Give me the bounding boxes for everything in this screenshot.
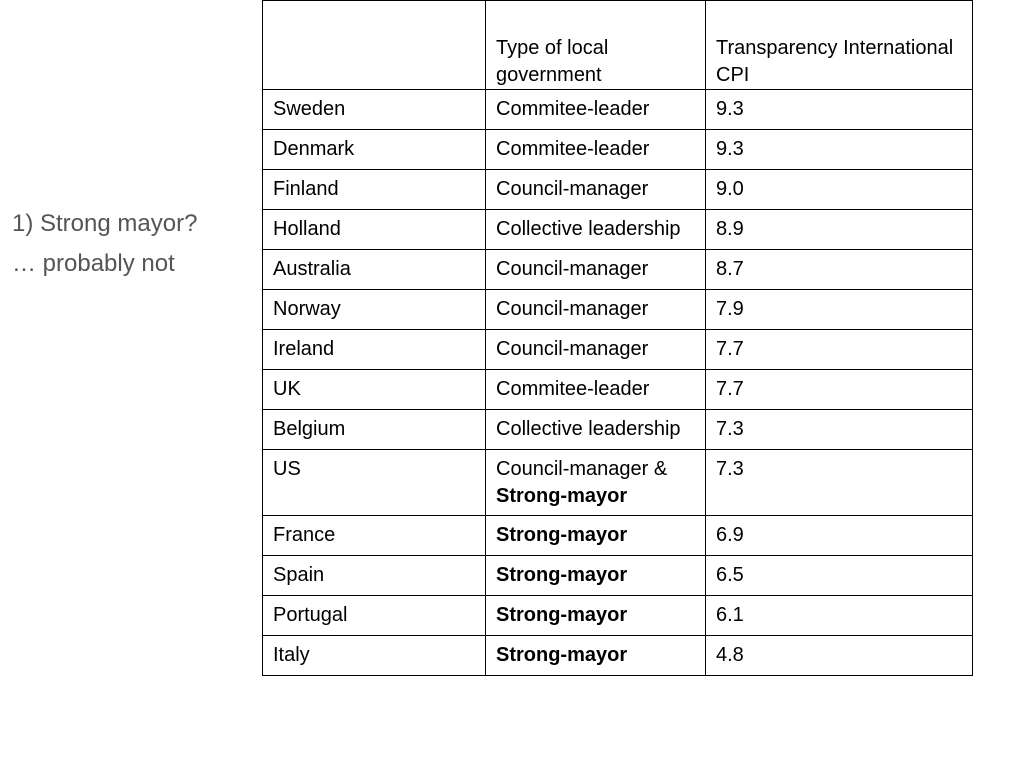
cell-cpi: 9.3 [706,130,973,170]
cell-gov-type [486,170,706,210]
cell-country: Belgium [263,410,486,450]
cell-country: Denmark [263,130,486,170]
cell-gov-type [486,90,706,130]
cell-gov-type-text: Strong-mayor [496,604,628,626]
table-row [263,516,973,556]
cell-country: France [263,516,486,556]
cell-gov-type-extra: Strong-mayor [496,485,628,507]
table-row [263,410,973,450]
cell-cpi: 6.9 [706,516,973,556]
cell-country: Sweden [263,90,486,130]
cell-country: Norway [263,290,486,330]
table-row [263,170,973,210]
header-cpi: Transparency International CPI [706,1,973,90]
cell-cpi: 6.5 [706,556,973,596]
table-row [263,130,973,170]
cell-gov-type [486,636,706,676]
cell-gov-type-text: Strong-mayor [496,644,628,666]
cell-country: UK [263,370,486,410]
cell-gov-type [486,556,706,596]
cell-cpi: 7.7 [706,370,973,410]
cell-country: Italy [263,636,486,676]
cell-gov-type-text: Council-manager [496,178,649,200]
cell-gov-type [486,210,706,250]
cell-cpi: 7.9 [706,290,973,330]
cell-country: Portugal [263,596,486,636]
cell-gov-type-text: Council-manager & [496,458,668,480]
table-row [263,330,973,370]
cell-gov-type [486,130,706,170]
cell-country: Ireland [263,330,486,370]
cell-cpi: 7.3 [706,450,973,516]
cell-gov-type-text: Commitee-leader [496,378,650,400]
cell-gov-type [486,410,706,450]
cell-cpi: 6.1 [706,596,973,636]
cell-gov-type-text: Commitee-leader [496,138,650,160]
cell-cpi: 7.7 [706,330,973,370]
cpi-table [262,0,973,676]
slide-text-line-1: 1) Strong mayor? [12,210,198,237]
cell-gov-type-text: Council-manager [496,258,649,280]
cell-gov-type [486,290,706,330]
cell-gov-type [486,250,706,290]
table-row [263,556,973,596]
cell-gov-type-text: Collective leadership [496,418,681,440]
table-row [263,636,973,676]
cell-gov-type [486,516,706,556]
table-body [263,90,973,676]
cell-gov-type-text: Council-manager [496,298,649,320]
cell-cpi: 9.0 [706,170,973,210]
header-gov-type: Type of local government [486,1,706,90]
table-row [263,210,973,250]
table-row [263,596,973,636]
cell-country: Spain [263,556,486,596]
cell-gov-type [486,330,706,370]
cell-cpi: 9.3 [706,90,973,130]
cell-gov-type [486,450,706,516]
cell-cpi: 8.7 [706,250,973,290]
table-row [263,370,973,410]
table-row [263,290,973,330]
cell-gov-type-text: Commitee-leader [496,98,650,120]
table-header-row [263,1,973,90]
cell-gov-type-text: Collective leadership [496,218,681,240]
cell-cpi: 8.9 [706,210,973,250]
cell-gov-type [486,370,706,410]
cell-gov-type-text: Council-manager [496,338,649,360]
cell-country: Holland [263,210,486,250]
cell-country: US [263,450,486,516]
cell-country: Finland [263,170,486,210]
cell-country: Australia [263,250,486,290]
slide-text [12,204,197,284]
slide-text-line-2: … probably not [12,250,175,277]
cell-cpi: 4.8 [706,636,973,676]
cell-cpi: 7.3 [706,410,973,450]
table-header [263,1,973,90]
cell-gov-type [486,596,706,636]
table-row [263,250,973,290]
header-country [263,1,486,90]
table-row [263,450,973,516]
cell-gov-type-text: Strong-mayor [496,564,628,586]
cell-gov-type-text: Strong-mayor [496,524,628,546]
table-row [263,90,973,130]
